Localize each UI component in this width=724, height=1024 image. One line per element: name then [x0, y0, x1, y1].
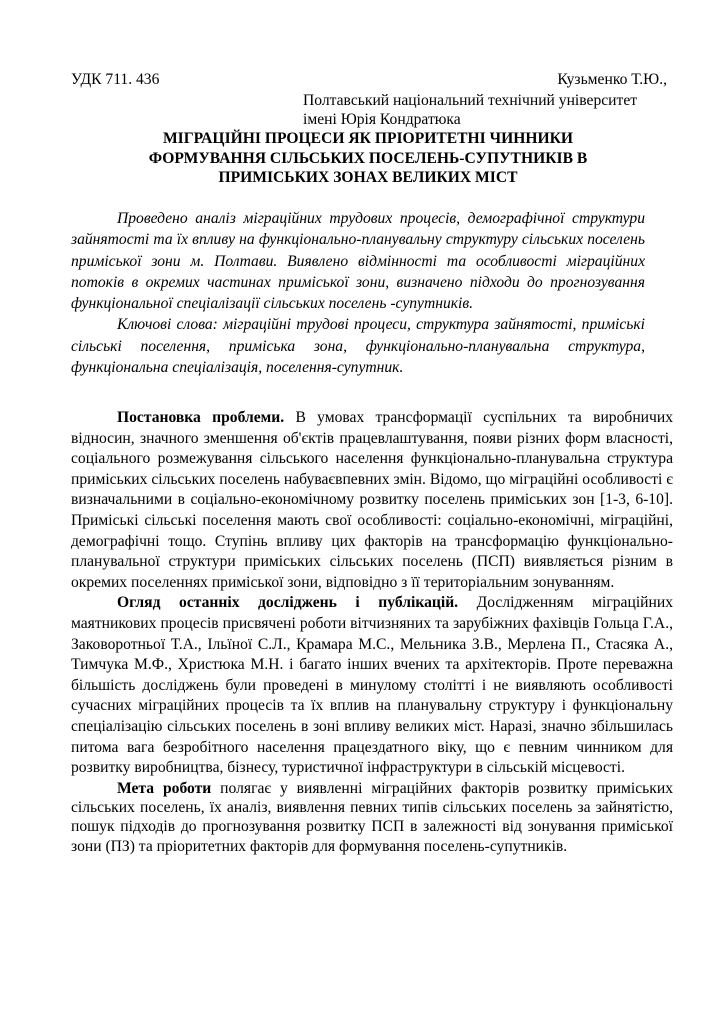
section-problem-statement: [71, 408, 673, 593]
paper-title: [100, 129, 636, 188]
title-line-1: МІГРАЦІЙНІ ПРОЦЕСИ ЯК ПРІОРИТЕТНІ ЧИННИКИ: [162, 130, 574, 147]
abstract: [71, 208, 645, 378]
section-text: Дослідженням міграційних маятникових процесів присвячені роботи вітчизняних та зарубіжних фахівців Гольца Г.А., Заковоротньої Т.А., Ільїної С.Л., Крамара М.С., Мельника З.В., Мерлена П., Стасяка А., Тимчука М.Ф., Христюка М.Н. і багато інших вчених та архітекторів. Проте переважна більшість досліджень були проведені в минулому столітті і не виявляють особливості сучасних міграційних процесів та їх вплив на планувальну структуру і функціональну спеціалізацію сільських поселень в зоні впливу великих міст. Наразі, значно збільшилась питома вага безробітного населення працездатного віку, що є певним чинником для розвитку виробництва, бізнесу, туристичної інфраструктури в сільській місцевості.: [71, 594, 673, 777]
section-heading: Огляд останніх досліджень і публікацій.: [117, 594, 459, 612]
section-heading: Постановка проблеми.: [117, 409, 285, 426]
body-text: [71, 408, 673, 856]
abstract-text: Проведено аналіз міграційних трудових процесів, демографічної структури зайнятості та їх впливу на функціонально-планувальну структуру сільських поселень приміської зони м. Полтави. Виявлено відмінності та особливості міграційних потоків в окремих частинах приміської зони, визначено підходи до прогнозування функціональної спеціалізації сільських поселень -супутників.: [71, 210, 645, 313]
title-line-3: ПРИМІСЬКИХ ЗОНАХ ВЕЛИКИХ МІСТ: [218, 169, 518, 186]
section-objective: [71, 779, 673, 856]
author-name: Кузьменко Т.Ю.,: [557, 71, 667, 88]
keywords: Ключові слова: міграційні трудові процеси, структура зайнятості, приміські сільські поселення, приміська зона, функціонально-планувальна структура, функціональна спеціалізація, поселення-супутник.: [71, 316, 645, 377]
udk-code: УДК 711. 436: [71, 71, 160, 88]
title-line-2: ФОРМУВАННЯ СІЛЬСЬКИХ ПОСЕЛЕНЬ-СУПУТНИКІВ В: [148, 149, 588, 167]
section-text: полягає у виявленні міграційних факторів розвитку приміських сільських поселень, їх аналіз, виявлення певних типів сільських поселень за зайнятістю, пошук підходів до прогнозування розвитку ПСП в залежності від зонування приміської зони (ПЗ) та пріоритетних факторів для формування поселень-супутників.: [71, 779, 674, 855]
section-heading: Мета роботи: [117, 779, 212, 797]
affiliation-line-2: імені Юрія Кондратюка: [303, 111, 461, 128]
section-text: В умовах трансформації суспільних та виробничих відносин, значного зменшення об'єктів працевлаштування, появи різних форм власності, соціального розмежування сільського населення функціонально-планувальна структура приміських сільських поселень набуваєвпевних змін. Відомо, що міграційні особливості є визначальними в соціально-економічному розвитку поселень приміських зон [1-3, 6-10]. Приміські сільські поселення мають свої особливості: соціально-економічні, міграційні, демографічні тощо. Ступінь впливу цих факторів на трансформацію функціонально-планувальної структури приміських сільських поселень (ПСП) виявляється різним в окремих поселеннях приміської зони, відповідно з її територіальним зонуванням.: [71, 409, 673, 591]
section-literature-review: [71, 593, 673, 778]
affiliation-line-1: Полтавський національний технічний університет: [303, 92, 638, 109]
